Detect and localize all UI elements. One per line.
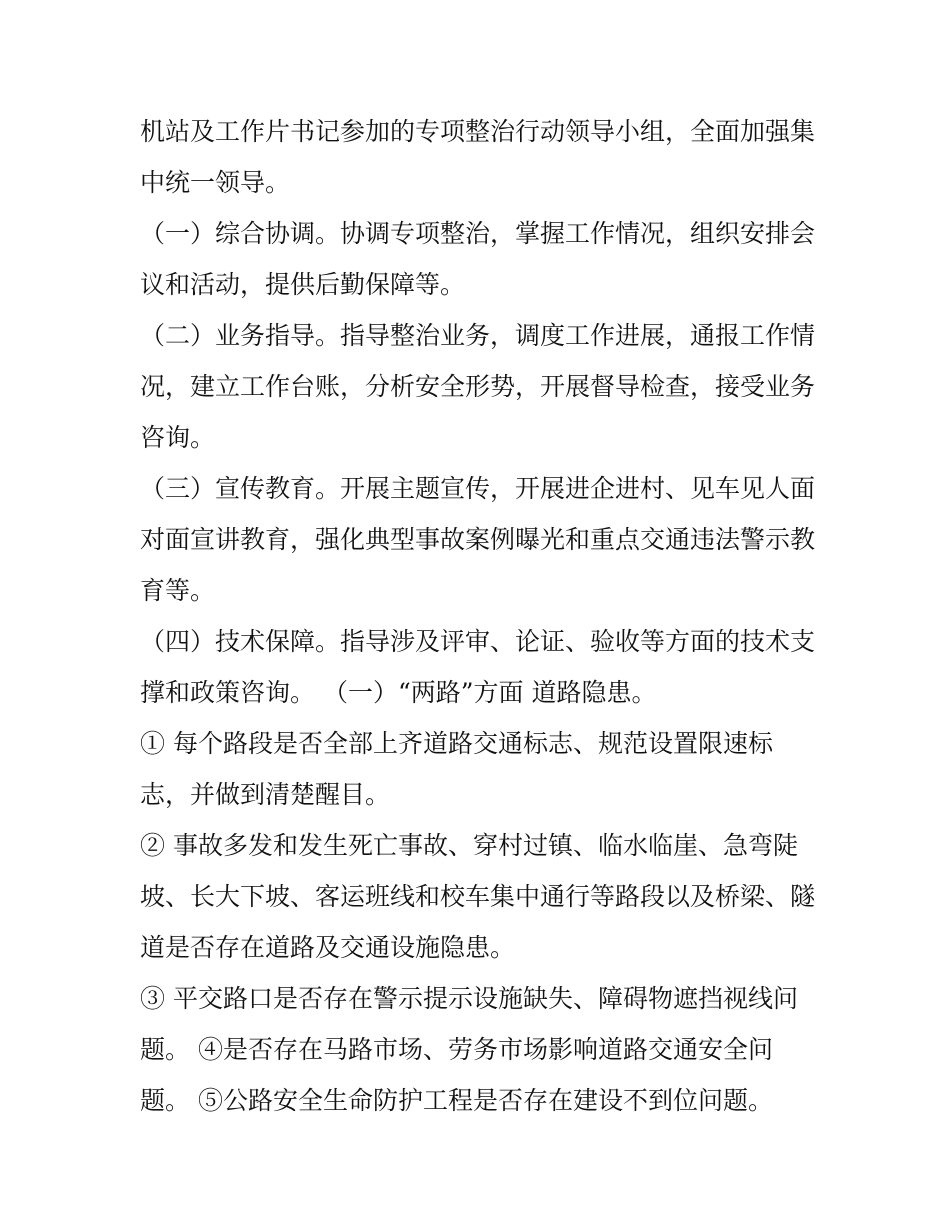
- text-line: 机站及工作片书记参加的专项整治行动领导小组，全面加强集: [140, 117, 816, 146]
- text-line: 育等。: [140, 576, 216, 605]
- document-body: [140, 106, 820, 1126]
- text-line: （三）宣传教育。开展主题宣传，开展进企进村、见车见人面: [140, 474, 816, 503]
- text-line: （二）业务指导。指导整治业务，调度工作进展，通报工作情: [140, 321, 816, 350]
- text-line: 对面宣讲教育，强化典型事故案例曝光和重点交通违法警示教: [140, 525, 816, 554]
- text-line: 况，建立工作台账，分析安全形势，开展督导检查，接受业务: [140, 372, 816, 401]
- text-line: 咨询。: [140, 423, 216, 452]
- text-line: ① 每个路段是否全部上齐道路交通标志、规范设置限速标: [140, 729, 773, 758]
- text-line: 题。 ④是否存在马路市场、劳务市场影响道路交通安全问: [140, 1035, 773, 1064]
- text-line: 中统一领导。: [140, 168, 291, 197]
- text-line: （一）综合协调。协调专项整治，掌握工作情况，组织安排会: [140, 219, 816, 248]
- text-line: 题。 ⑤公路安全生命防护工程是否存在建设不到位问题。: [140, 1086, 773, 1115]
- text-line: （四）技术保障。指导涉及评审、论证、验收等方面的技术支: [140, 627, 816, 656]
- text-line: ③ 平交路口是否存在警示提示设施缺失、障碍物遮挡视线问: [140, 984, 798, 1013]
- text-line: 坡、长大下坡、客运班线和校车集中通行等路段以及桥梁、隧: [140, 882, 816, 911]
- text-line: ② 事故多发和发生死亡事故、穿村过镇、临水临崖、急弯陡: [140, 831, 798, 860]
- text-line: 撑和政策咨询。 （一）“两路”方面 道路隐患。: [140, 678, 657, 707]
- text-line: 志，并做到清楚醒目。: [140, 780, 391, 809]
- text-line: 议和活动，提供后勤保障等。: [140, 270, 466, 299]
- text-line: 道是否存在道路及交通设施隐患。: [140, 933, 516, 962]
